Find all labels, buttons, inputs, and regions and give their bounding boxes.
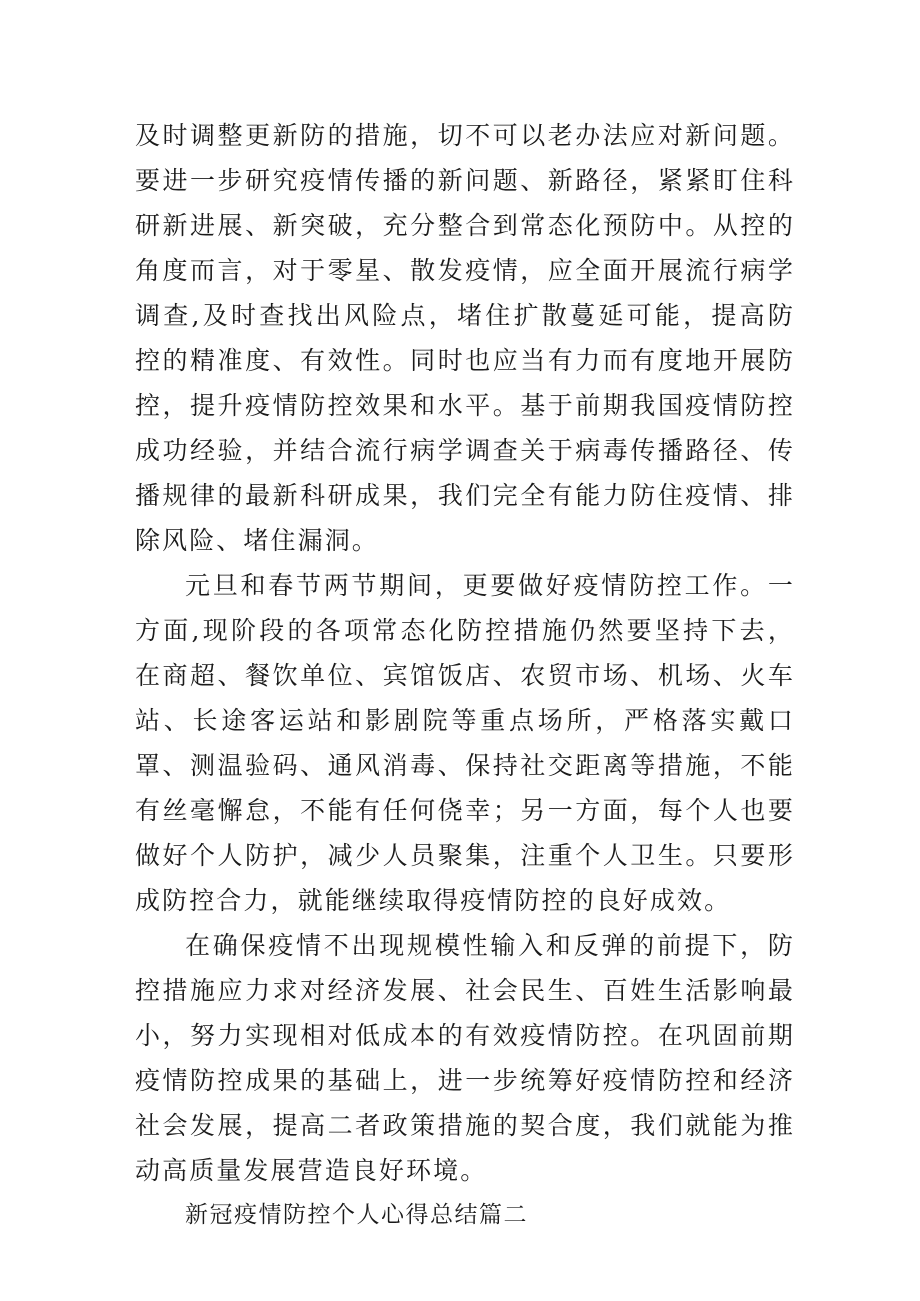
paragraph-1: 及时调整更新防的措施，切不可以老办法应对新问题。要进一步研究疫情传播的新问题、新路径，紧紧盯住科研新进展、新突破，充分整合到常态化预防中。从控的角度而言，对于零星、散发疫情，应全面开展流行病学调查,及时查找出风险点，堵住扩散蔓延可能，提高防控的精准度、有效性。同时也应当有力而有度地开展防控，提升疫情防控效果和水平。基于前期我国疫情防控成功经验，并结合流行病学调查关于病毒传播路径、传播规律的最新科研成果，我们完全有能力防住疫情、排除风险、堵住漏洞。 [135,121,795,555]
document-body [135,113,795,1238]
paragraph-3: 在确保疫情不出现规模性输入和反弹的前提下，防控措施应力求对经济发展、社会民生、百姓生活影响最小，努力实现相对低成本的有效疫情防控。在巩固前期疫情防控成果的基础上，进一步统筹好疫情防控和经济社会发展，提高二者政策措施的契合度，我们就能为推动高质量发展营造良好环境。 [135,931,795,1185]
section-heading: 新冠疫情防控个人心得总结篇二 [185,1202,528,1228]
paragraph-2: 元旦和春节两节期间，更要做好疫情防控工作。一方面,现阶段的各项常态化防控措施仍然要坚持下去，在商超、餐饮单位、宾馆饭店、农贸市场、机场、火车站、长途客运站和影剧院等重点场所，严格落实戴口罩、测温验码、通风消毒、保持社交距离等措施，不能有丝毫懈怠，不能有任何侥幸；另一方面，每个人也要做好个人防护，减少人员聚集，注重个人卫生。只要形成防控合力，就能继续取得疫情防控的良好成效。 [135,571,795,915]
